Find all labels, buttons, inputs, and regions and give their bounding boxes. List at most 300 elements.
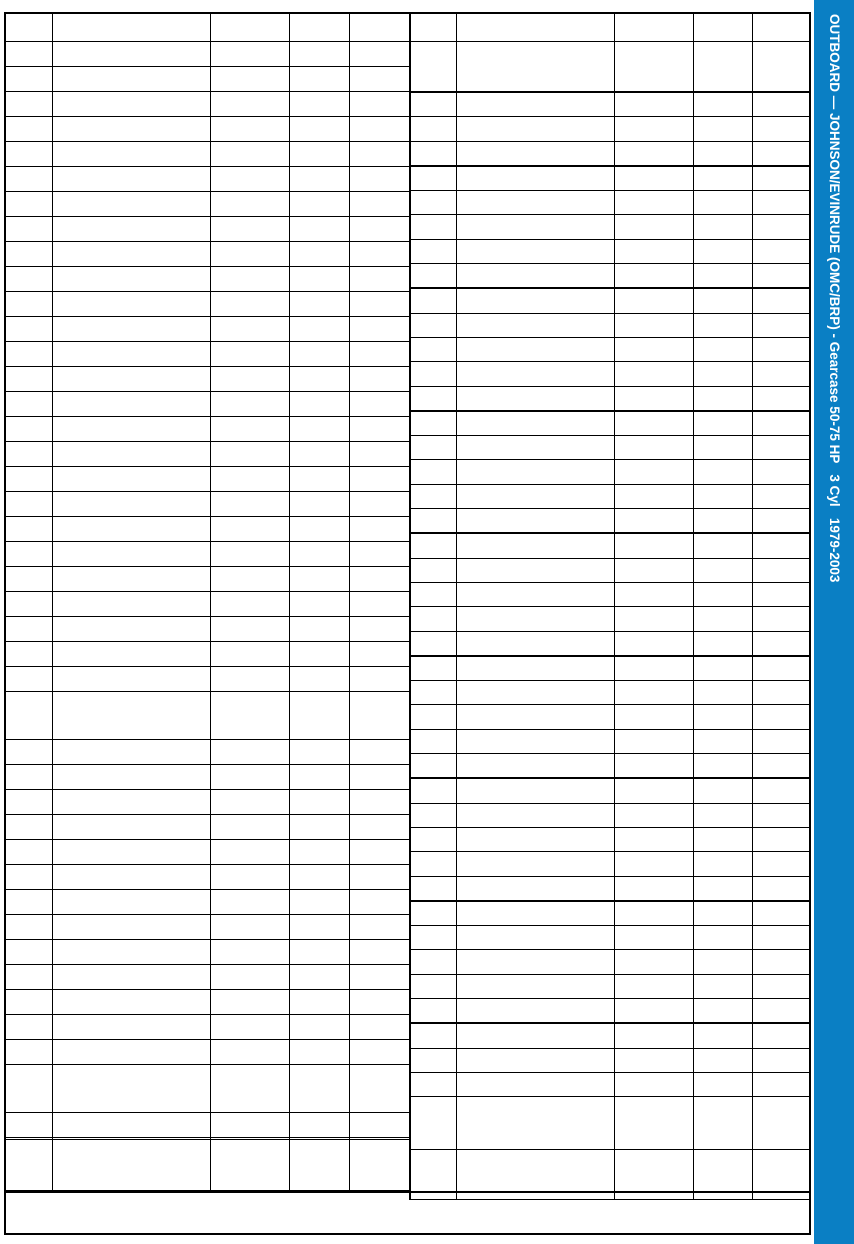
left-table-cell: [289, 317, 349, 342]
left-table-cell: [289, 292, 349, 317]
left-table-cell: [52, 1015, 210, 1040]
left-table-cell: [210, 1065, 289, 1113]
left-table-cell: [210, 217, 289, 242]
right-table-cell: [753, 558, 811, 582]
right-table-cell: [615, 729, 694, 753]
right-table-cell: [410, 754, 456, 779]
left-table-row: [6, 292, 409, 317]
left-table-cell: [289, 67, 349, 92]
right-table-cell: [694, 1072, 753, 1096]
right-table-row: [410, 337, 811, 361]
right-table-cell: [694, 852, 753, 876]
left-table-row: [6, 417, 409, 442]
left-table-cell: [6, 92, 52, 117]
right-table-cell: [753, 656, 811, 681]
left-table-cell: [289, 692, 349, 740]
left-table-row: [6, 965, 409, 990]
right-table-cell: [753, 386, 811, 411]
left-table-cell: [6, 292, 52, 317]
left-table-cell: [6, 1140, 52, 1191]
left-table-cell: [289, 542, 349, 567]
left-table-cell: [349, 567, 409, 592]
left-table-cell: [210, 367, 289, 392]
right-table-cell: [410, 631, 456, 656]
left-table-cell: [6, 1040, 52, 1065]
left-table-cell: [289, 167, 349, 192]
right-table-cell: [694, 827, 753, 851]
right-table-cell: [753, 436, 811, 460]
left-table-cell: [349, 242, 409, 267]
right-table-cell: [615, 533, 694, 558]
left-table-row: [6, 840, 409, 865]
left-table-cell: [349, 367, 409, 392]
right-table-cell: [615, 264, 694, 289]
right-table-cell: [615, 998, 694, 1023]
left-table-cell: [289, 890, 349, 915]
right-table-cell: [410, 852, 456, 876]
left-table-cell: [289, 492, 349, 517]
left-table-cell: [52, 1065, 210, 1113]
left-table-cell: [349, 740, 409, 765]
right-table-cell: [694, 14, 753, 42]
left-table-cell: [289, 815, 349, 840]
left-table-cell: [210, 117, 289, 142]
left-table-cell: [52, 890, 210, 915]
left-table-cell: [289, 467, 349, 492]
right-table-cell: [753, 533, 811, 558]
left-table-cell: [6, 392, 52, 417]
left-table-cell: [289, 765, 349, 790]
right-table-cell: [694, 681, 753, 705]
right-table-row: [410, 166, 811, 191]
right-table-cell: [410, 1048, 456, 1072]
left-table-cell: [52, 940, 210, 965]
left-table-cell: [6, 167, 52, 192]
left-table-row: [6, 467, 409, 492]
left-table-cell: [289, 517, 349, 542]
right-table-cell: [753, 42, 811, 93]
right-table-cell: [615, 607, 694, 631]
footer-notes-box: [6, 1191, 809, 1233]
left-table-cell: [289, 1065, 349, 1113]
left-table-cell: [289, 865, 349, 890]
right-table-cell: [456, 950, 614, 974]
right-table-cell: [753, 778, 811, 803]
right-table-cell: [456, 509, 614, 534]
left-table-cell: [52, 292, 210, 317]
right-table-cell: [615, 215, 694, 239]
right-table-cell: [615, 631, 694, 656]
right-table-cell: [456, 386, 614, 411]
left-table-cell: [52, 1040, 210, 1065]
right-table-cell: [753, 141, 811, 166]
left-table-cell: [349, 42, 409, 67]
right-table-cell: [456, 1097, 614, 1150]
left-table-cell: [210, 567, 289, 592]
right-table-cell: [456, 582, 614, 606]
left-table-cell: [210, 815, 289, 840]
right-table-cell: [753, 754, 811, 779]
right-table-cell: [615, 876, 694, 901]
right-table-row: [410, 1097, 811, 1150]
left-table-row: [6, 117, 409, 142]
right-table-cell: [615, 239, 694, 263]
left-table-cell: [289, 117, 349, 142]
right-table-row: [410, 215, 811, 239]
left-table-cell: [210, 417, 289, 442]
left-table-cell: [349, 217, 409, 242]
right-table-cell: [410, 876, 456, 901]
left-table-cell: [6, 642, 52, 667]
right-table-cell: [456, 827, 614, 851]
left-table-cell: [52, 417, 210, 442]
left-table-cell: [52, 442, 210, 467]
left-table-row: [6, 617, 409, 642]
right-table-cell: [615, 852, 694, 876]
right-table-cell: [410, 901, 456, 926]
right-table-cell: [410, 926, 456, 950]
left-table-cell: [349, 517, 409, 542]
right-table-cell: [615, 1072, 694, 1096]
right-table-row: [410, 950, 811, 974]
left-table-cell: [52, 367, 210, 392]
left-table-cell: [210, 667, 289, 692]
left-table-cell: [6, 865, 52, 890]
right-table-cell: [615, 141, 694, 166]
left-table-cell: [52, 542, 210, 567]
left-table-row: [6, 267, 409, 292]
right-table-row: [410, 191, 811, 215]
left-table-cell: [52, 167, 210, 192]
right-table-cell: [615, 386, 694, 411]
left-table-cell: [349, 192, 409, 217]
right-table-cell: [753, 362, 811, 386]
left-table-cell: [289, 642, 349, 667]
right-table-row: [410, 803, 811, 827]
right-table-cell: [694, 509, 753, 534]
right-table-cell: [615, 754, 694, 779]
right-table-cell: [456, 998, 614, 1023]
right-table-cell: [456, 681, 614, 705]
left-table-cell: [6, 990, 52, 1015]
left-table-row: [6, 592, 409, 617]
left-table-cell: [210, 965, 289, 990]
left-table-cell: [6, 14, 52, 42]
right-table-row: [410, 607, 811, 631]
right-table-cell: [615, 166, 694, 191]
right-table-cell: [753, 288, 811, 313]
left-table-row: [6, 667, 409, 692]
right-table-row: [410, 926, 811, 950]
left-table-cell: [6, 617, 52, 642]
right-table-cell: [694, 42, 753, 93]
right-table-cell: [694, 558, 753, 582]
left-table-cell: [210, 692, 289, 740]
right-table-cell: [456, 117, 614, 141]
left-table-cell: [349, 1015, 409, 1040]
right-table-cell: [753, 705, 811, 729]
left-table-row: [6, 342, 409, 367]
left-table-cell: [349, 765, 409, 790]
right-table-cell: [410, 92, 456, 117]
left-table-cell: [6, 740, 52, 765]
parts-list-sheet: [4, 12, 811, 1235]
right-table-cell: [456, 484, 614, 508]
right-table-cell: [410, 141, 456, 166]
right-table-cell: [410, 558, 456, 582]
left-table-cell: [6, 542, 52, 567]
right-table-row: [410, 533, 811, 558]
left-table-cell: [210, 1040, 289, 1065]
right-table-cell: [694, 215, 753, 239]
left-table-cell: [6, 567, 52, 592]
left-table-cell: [52, 642, 210, 667]
right-table-cell: [456, 1072, 614, 1096]
left-table-cell: [289, 14, 349, 42]
left-table-cell: [289, 990, 349, 1015]
right-table-cell: [615, 460, 694, 484]
left-table-cell: [349, 915, 409, 940]
left-table-cell: [349, 890, 409, 915]
left-table-cell: [349, 642, 409, 667]
right-table-cell: [694, 705, 753, 729]
left-table-cell: [289, 192, 349, 217]
left-table-row: [6, 492, 409, 517]
right-table-cell: [753, 337, 811, 361]
left-table-cell: [210, 442, 289, 467]
left-table-cell: [6, 342, 52, 367]
right-table-cell: [410, 998, 456, 1023]
left-table-cell: [52, 192, 210, 217]
left-table-cell: [52, 990, 210, 1015]
left-table-cell: [210, 267, 289, 292]
right-table-cell: [753, 1023, 811, 1048]
right-table-row: [410, 1072, 811, 1096]
parts-table-left: [6, 14, 409, 1191]
right-table-cell: [456, 141, 614, 166]
left-table-cell: [349, 442, 409, 467]
right-table-cell: [694, 803, 753, 827]
left-table-cell: [289, 1015, 349, 1040]
left-table-cell: [6, 765, 52, 790]
left-table-cell: [349, 815, 409, 840]
left-table-cell: [6, 217, 52, 242]
left-table-row: [6, 67, 409, 92]
left-table-cell: [210, 14, 289, 42]
right-table-cell: [753, 901, 811, 926]
right-table-row: [410, 558, 811, 582]
right-table-cell: [410, 264, 456, 289]
right-table-row: [410, 827, 811, 851]
right-table-cell: [615, 117, 694, 141]
right-table-cell: [410, 386, 456, 411]
left-table-cell: [349, 1140, 409, 1191]
right-table-row: [410, 705, 811, 729]
right-table-cell: [456, 191, 614, 215]
left-table-row: [6, 1015, 409, 1040]
right-table-cell: [753, 239, 811, 263]
left-table-cell: [52, 217, 210, 242]
right-table-cell: [456, 778, 614, 803]
left-table-cell: [349, 267, 409, 292]
right-table-cell: [753, 582, 811, 606]
right-table-row: [410, 656, 811, 681]
left-table-cell: [289, 1140, 349, 1191]
left-table-cell: [210, 1015, 289, 1040]
right-table-row: [410, 239, 811, 263]
left-table-cell: [6, 940, 52, 965]
left-table-row: [6, 392, 409, 417]
right-table-cell: [753, 92, 811, 117]
left-table-row: [6, 367, 409, 392]
right-table-cell: [753, 264, 811, 289]
right-table-cell: [694, 754, 753, 779]
right-table-cell: [456, 533, 614, 558]
right-table-cell: [694, 974, 753, 998]
left-table-cell: [210, 92, 289, 117]
right-table-cell: [694, 901, 753, 926]
right-table-cell: [410, 42, 456, 93]
right-table-cell: [753, 681, 811, 705]
right-table-cell: [410, 778, 456, 803]
left-table-cell: [6, 1065, 52, 1113]
right-table-cell: [694, 362, 753, 386]
right-table-cell: [615, 705, 694, 729]
right-table-row: [410, 141, 811, 166]
left-table-cell: [210, 292, 289, 317]
right-table-cell: [410, 239, 456, 263]
left-table-cell: [6, 242, 52, 267]
right-table-cell: [615, 484, 694, 508]
right-table-cell: [615, 362, 694, 386]
right-table-cell: [615, 191, 694, 215]
right-table-cell: [410, 215, 456, 239]
right-table-cell: [615, 14, 694, 42]
left-table-cell: [52, 142, 210, 167]
left-table-cell: [6, 815, 52, 840]
right-table-row: [410, 876, 811, 901]
left-table-cell: [6, 117, 52, 142]
left-table-cell: [52, 467, 210, 492]
right-table-cell: [753, 509, 811, 534]
left-table-cell: [210, 617, 289, 642]
left-table-cell: [6, 442, 52, 467]
right-table-cell: [694, 117, 753, 141]
left-table-cell: [289, 740, 349, 765]
left-table-row: [6, 42, 409, 67]
left-table-cell: [52, 840, 210, 865]
right-table-cell: [410, 1023, 456, 1048]
right-table-cell: [753, 1072, 811, 1096]
right-table-cell: [615, 901, 694, 926]
right-table-row: [410, 386, 811, 411]
side-title-band: [814, 0, 854, 1244]
left-table-cell: [289, 217, 349, 242]
left-table-cell: [52, 392, 210, 417]
right-table-cell: [694, 313, 753, 337]
left-table-cell: [289, 1113, 349, 1138]
right-table-cell: [456, 215, 614, 239]
left-table-cell: [210, 342, 289, 367]
right-table-cell: [410, 166, 456, 191]
left-table-row: [6, 642, 409, 667]
right-table-cell: [694, 876, 753, 901]
left-table-cell: [289, 617, 349, 642]
left-table-row: [6, 1140, 409, 1191]
left-table-cell: [210, 840, 289, 865]
left-table-cell: [349, 790, 409, 815]
left-table-cell: [210, 990, 289, 1015]
left-table-cell: [6, 1015, 52, 1040]
right-table-cell: [410, 337, 456, 361]
left-table-cell: [210, 890, 289, 915]
right-table-row: [410, 92, 811, 117]
left-table-cell: [210, 42, 289, 67]
left-table-cell: [349, 117, 409, 142]
left-table-cell: [52, 67, 210, 92]
right-table-cell: [753, 215, 811, 239]
left-table-cell: [52, 790, 210, 815]
left-table-cell: [210, 1113, 289, 1138]
left-table-cell: [52, 692, 210, 740]
right-table-row: [410, 631, 811, 656]
left-table-cell: [6, 890, 52, 915]
left-table-cell: [289, 392, 349, 417]
left-table-cell: [289, 1040, 349, 1065]
right-table-row: [410, 436, 811, 460]
right-table-cell: [615, 1048, 694, 1072]
right-table-cell: [410, 950, 456, 974]
right-table-row: [410, 362, 811, 386]
left-table-row: [6, 317, 409, 342]
left-table-cell: [6, 492, 52, 517]
right-table-cell: [753, 313, 811, 337]
left-table-cell: [52, 42, 210, 67]
right-table-cell: [694, 141, 753, 166]
right-table-cell: [456, 754, 614, 779]
left-table-cell: [6, 467, 52, 492]
right-table-cell: [456, 411, 614, 436]
left-table-cell: [289, 242, 349, 267]
left-table-row: [6, 865, 409, 890]
left-table-row: [6, 1113, 409, 1138]
right-table-cell: [456, 436, 614, 460]
right-table-cell: [753, 166, 811, 191]
right-table-cell: [753, 852, 811, 876]
left-table-cell: [289, 940, 349, 965]
right-table-cell: [456, 926, 614, 950]
right-table-cell: [753, 191, 811, 215]
right-table-cell: [456, 876, 614, 901]
right-table-cell: [410, 117, 456, 141]
right-table-cell: [456, 803, 614, 827]
right-table-cell: [615, 411, 694, 436]
right-table-cell: [410, 484, 456, 508]
right-table-row: [410, 14, 811, 42]
right-table-cell: [410, 191, 456, 215]
right-table-cell: [694, 926, 753, 950]
left-table-row: [6, 815, 409, 840]
right-table-cell: [753, 1048, 811, 1072]
right-table-cell: [456, 362, 614, 386]
left-table-cell: [349, 617, 409, 642]
right-table-cell: [694, 631, 753, 656]
left-table-cell: [349, 67, 409, 92]
right-table-cell: [410, 411, 456, 436]
left-table-cell: [289, 442, 349, 467]
left-table-cell: [6, 517, 52, 542]
right-table-cell: [615, 42, 694, 93]
